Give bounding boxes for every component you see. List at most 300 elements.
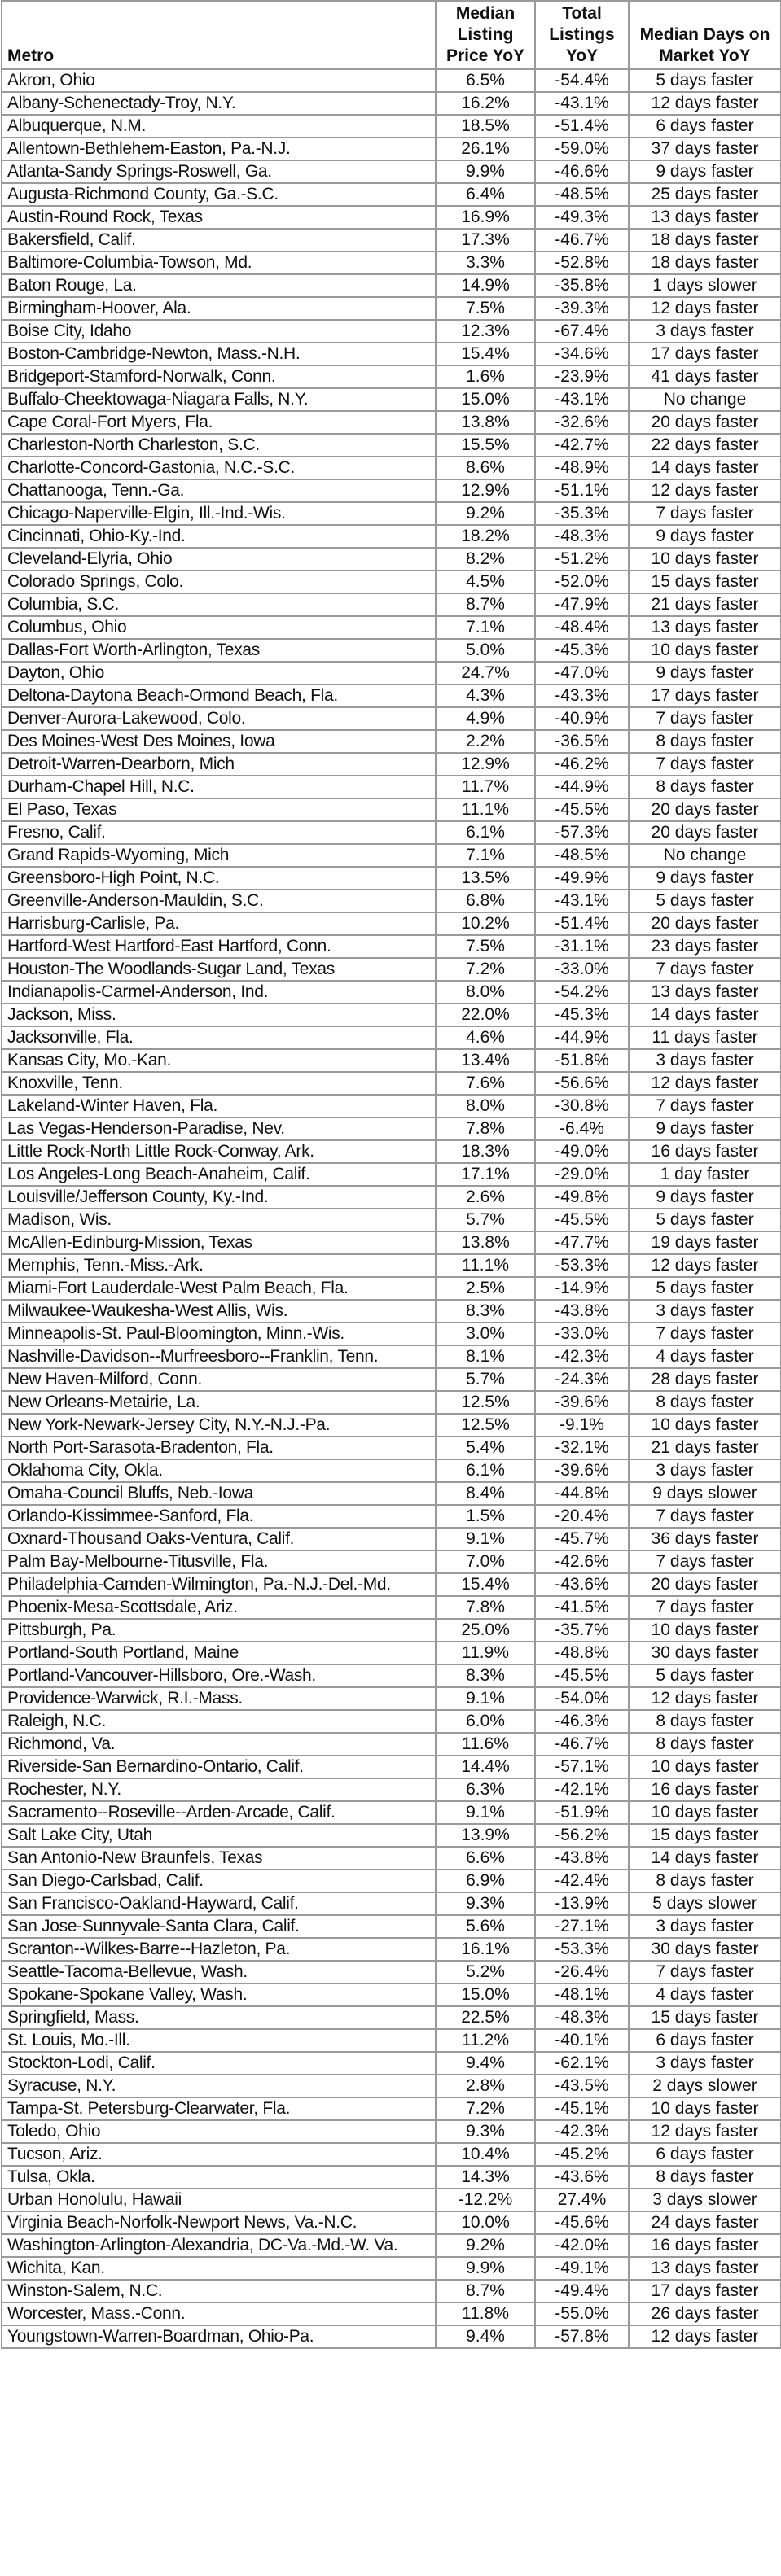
total-listings-cell: -51.2%: [535, 548, 629, 571]
median-listing-price-cell: 12.9%: [436, 753, 535, 776]
median-days-on-market-cell: 15 days faster: [629, 1824, 781, 1847]
table-row: [2, 1026, 781, 1049]
median-listing-price-cell: 9.9%: [436, 160, 535, 183]
total-listings-cell: -26.4%: [535, 1961, 629, 1983]
metro-cell: Greensboro-High Point, N.C.: [2, 867, 436, 890]
total-listings-cell: -51.8%: [535, 1049, 629, 1072]
total-listings-cell: -46.7%: [535, 229, 629, 251]
median-days-on-market-cell: 5 days faster: [629, 890, 781, 912]
median-days-on-market-cell: 5 days faster: [629, 1664, 781, 1687]
median-days-on-market-cell: 16 days faster: [629, 2234, 781, 2257]
metro-cell: Boise City, Idaho: [2, 320, 436, 343]
total-listings-cell: -36.5%: [535, 730, 629, 753]
median-days-on-market-cell: 9 days slower: [629, 1482, 781, 1505]
median-listing-price-cell: 24.7%: [436, 662, 535, 684]
table-row: [2, 730, 781, 753]
median-listing-price-cell: 9.1%: [436, 1801, 535, 1824]
median-listing-price-cell: 14.4%: [436, 1756, 535, 1778]
total-listings-cell: -57.3%: [535, 821, 629, 844]
total-listings-cell: -35.3%: [535, 502, 629, 525]
median-listing-price-cell: 1.5%: [436, 1505, 535, 1528]
median-listing-price-cell: 2.5%: [436, 1277, 535, 1300]
median-days-on-market-cell: 16 days faster: [629, 1778, 781, 1801]
metro-cell: Rochester, N.Y.: [2, 1778, 436, 1801]
table-row: [2, 662, 781, 684]
metro-cell: Little Rock-North Little Rock-Conway, Ark.: [2, 1140, 436, 1163]
total-listings-cell: -43.3%: [535, 684, 629, 707]
metro-cell: Albuquerque, N.M.: [2, 115, 436, 138]
table-row: [2, 2075, 781, 2097]
total-listings-cell: -29.0%: [535, 1163, 629, 1186]
total-listings-cell: -59.0%: [535, 138, 629, 160]
median-days-on-market-cell: 18 days faster: [629, 251, 781, 274]
median-listing-price-cell: 18.2%: [436, 525, 535, 548]
table-row: [2, 251, 781, 274]
median-days-on-market-cell: 3 days faster: [629, 1300, 781, 1323]
table-row: [2, 411, 781, 434]
median-listing-price-cell: 25.0%: [436, 1619, 535, 1642]
median-days-on-market-cell: 26 days faster: [629, 2303, 781, 2325]
median-days-on-market-cell: 17 days faster: [629, 684, 781, 707]
median-days-on-market-cell: 9 days faster: [629, 662, 781, 684]
metro-cell: Charlotte-Concord-Gastonia, N.C.-S.C.: [2, 457, 436, 479]
table-row: [2, 1870, 781, 1892]
total-listings-cell: -13.9%: [535, 1892, 629, 1915]
median-listing-price-cell: 8.0%: [436, 1095, 535, 1117]
median-listing-price-cell: 12.9%: [436, 479, 535, 502]
table-row: [2, 479, 781, 502]
table-row: [2, 2303, 781, 2325]
median-listing-price-cell: 26.1%: [436, 138, 535, 160]
total-listings-cell: -35.7%: [535, 1619, 629, 1642]
table-row: [2, 457, 781, 479]
metro-cell: Oklahoma City, Okla.: [2, 1459, 436, 1482]
metro-cell: Nashville-Davidson--Murfreesboro--Franklin, Tenn.: [2, 1345, 436, 1368]
metro-cell: Detroit-Warren-Dearborn, Mich: [2, 753, 436, 776]
table-row: [2, 1756, 781, 1778]
table-row: [2, 1004, 781, 1026]
metro-cell: Virginia Beach-Norfolk-Newport News, Va.-N.C.: [2, 2211, 436, 2234]
median-listing-price-cell: 11.1%: [436, 1254, 535, 1277]
median-days-on-market-cell: 7 days faster: [629, 502, 781, 525]
metro-cell: Atlanta-Sandy Springs-Roswell, Ga.: [2, 160, 436, 183]
total-listings-cell: -57.8%: [535, 2325, 629, 2348]
metro-cell: Dallas-Fort Worth-Arlington, Texas: [2, 639, 436, 662]
median-listing-price-cell: 15.4%: [436, 1573, 535, 1596]
median-days-on-market-cell: 13 days faster: [629, 2257, 781, 2280]
metro-cell: Jacksonville, Fla.: [2, 1026, 436, 1049]
median-listing-price-cell: 7.5%: [436, 935, 535, 958]
median-listing-price-cell: 5.7%: [436, 1209, 535, 1231]
metro-cell: Las Vegas-Henderson-Paradise, Nev.: [2, 1117, 436, 1140]
median-listing-price-cell: 16.9%: [436, 206, 535, 229]
median-listing-price-cell: 13.4%: [436, 1049, 535, 1072]
total-listings-cell: -41.5%: [535, 1596, 629, 1619]
header-metro: Metro: [2, 1, 436, 69]
table-row: [2, 1391, 781, 1414]
metro-cell: Greenville-Anderson-Mauldin, S.C.: [2, 890, 436, 912]
median-days-on-market-cell: No change: [629, 844, 781, 867]
total-listings-cell: -48.1%: [535, 1983, 629, 2006]
median-days-on-market-cell: 3 days faster: [629, 1049, 781, 1072]
metro-cell: Raleigh, N.C.: [2, 1710, 436, 1733]
median-days-on-market-cell: 1 day faster: [629, 1163, 781, 1186]
table-body: [2, 69, 781, 2348]
total-listings-cell: -44.9%: [535, 776, 629, 798]
total-listings-cell: -52.0%: [535, 571, 629, 593]
table-row: [2, 92, 781, 115]
metro-cell: Bridgeport-Stamford-Norwalk, Conn.: [2, 365, 436, 388]
total-listings-cell: -48.8%: [535, 1642, 629, 1664]
median-days-on-market-cell: 7 days faster: [629, 1596, 781, 1619]
median-days-on-market-cell: 2 days slower: [629, 2075, 781, 2097]
median-listing-price-cell: 7.0%: [436, 1550, 535, 1573]
table-row: [2, 138, 781, 160]
median-listing-price-cell: 16.2%: [436, 92, 535, 115]
table-row: [2, 525, 781, 548]
total-listings-cell: -54.2%: [535, 981, 629, 1004]
total-listings-cell: -6.4%: [535, 1117, 629, 1140]
total-listings-cell: -62.1%: [535, 2052, 629, 2075]
median-days-on-market-cell: 9 days faster: [629, 1186, 781, 1209]
total-listings-cell: -42.6%: [535, 1550, 629, 1573]
median-listing-price-cell: 9.1%: [436, 1687, 535, 1710]
metro-cell: Allentown-Bethlehem-Easton, Pa.-N.J.: [2, 138, 436, 160]
total-listings-cell: -42.1%: [535, 1778, 629, 1801]
table-row: [2, 1186, 781, 1209]
table-row: [2, 1117, 781, 1140]
median-days-on-market-cell: 10 days faster: [629, 1801, 781, 1824]
median-listing-price-cell: 13.8%: [436, 411, 535, 434]
total-listings-cell: -49.4%: [535, 2280, 629, 2303]
median-listing-price-cell: 7.2%: [436, 958, 535, 981]
median-days-on-market-cell: 13 days faster: [629, 981, 781, 1004]
table-row: [2, 1801, 781, 1824]
metro-cell: Houston-The Woodlands-Sugar Land, Texas: [2, 958, 436, 981]
metro-cell: Richmond, Va.: [2, 1733, 436, 1756]
table-row: [2, 1664, 781, 1687]
metro-cell: Fresno, Calif.: [2, 821, 436, 844]
metro-cell: Birmingham-Hoover, Ala.: [2, 297, 436, 320]
metro-cell: Portland-South Portland, Maine: [2, 1642, 436, 1664]
table-row: [2, 1983, 781, 2006]
table-row: [2, 2325, 781, 2348]
median-listing-price-cell: 7.1%: [436, 844, 535, 867]
median-listing-price-cell: 8.6%: [436, 457, 535, 479]
table-row: [2, 2234, 781, 2257]
median-days-on-market-cell: 7 days faster: [629, 1323, 781, 1345]
metro-cell: Colorado Springs, Colo.: [2, 571, 436, 593]
median-listing-price-cell: 6.4%: [436, 183, 535, 206]
metro-cell: Indianapolis-Carmel-Anderson, Ind.: [2, 981, 436, 1004]
table-row: [2, 1938, 781, 1961]
median-days-on-market-cell: 36 days faster: [629, 1528, 781, 1550]
median-days-on-market-cell: 19 days faster: [629, 1231, 781, 1254]
table-row: [2, 912, 781, 935]
table-row: [2, 1254, 781, 1277]
table-row: [2, 958, 781, 981]
median-listing-price-cell: 7.2%: [436, 2097, 535, 2120]
total-listings-cell: -53.3%: [535, 1254, 629, 1277]
metro-cell: Phoenix-Mesa-Scottsdale, Ariz.: [2, 1596, 436, 1619]
metro-cell: Tulsa, Okla.: [2, 2166, 436, 2189]
table-row: [2, 1824, 781, 1847]
median-listing-price-cell: 15.4%: [436, 343, 535, 365]
table-row: [2, 2280, 781, 2303]
median-listing-price-cell: 13.5%: [436, 867, 535, 890]
median-days-on-market-cell: 24 days faster: [629, 2211, 781, 2234]
median-days-on-market-cell: 22 days faster: [629, 434, 781, 457]
total-listings-cell: -67.4%: [535, 320, 629, 343]
total-listings-cell: -9.1%: [535, 1414, 629, 1437]
median-days-on-market-cell: 8 days faster: [629, 1870, 781, 1892]
total-listings-cell: -32.6%: [535, 411, 629, 434]
median-listing-price-cell: 9.3%: [436, 2120, 535, 2143]
metro-cell: Pittsburgh, Pa.: [2, 1619, 436, 1642]
median-listing-price-cell: 7.8%: [436, 1596, 535, 1619]
median-listing-price-cell: 10.2%: [436, 912, 535, 935]
total-listings-cell: -23.9%: [535, 365, 629, 388]
metro-cell: Youngstown-Warren-Boardman, Ohio-Pa.: [2, 2325, 436, 2348]
total-listings-cell: -45.5%: [535, 798, 629, 821]
metro-cell: Albany-Schenectady-Troy, N.Y.: [2, 92, 436, 115]
median-days-on-market-cell: 7 days faster: [629, 1550, 781, 1573]
median-listing-price-cell: 9.2%: [436, 502, 535, 525]
metro-cell: Sacramento--Roseville--Arden-Arcade, Calif.: [2, 1801, 436, 1824]
median-listing-price-cell: 7.8%: [436, 1117, 535, 1140]
total-listings-cell: -31.1%: [535, 935, 629, 958]
table-row: [2, 890, 781, 912]
median-listing-price-cell: 11.2%: [436, 2029, 535, 2052]
median-days-on-market-cell: 9 days faster: [629, 867, 781, 890]
median-listing-price-cell: 9.4%: [436, 2325, 535, 2348]
median-days-on-market-cell: 7 days faster: [629, 958, 781, 981]
table-row: [2, 2120, 781, 2143]
metro-cell: Springfield, Mass.: [2, 2006, 436, 2029]
table-row: [2, 1528, 781, 1550]
table-row: [2, 2006, 781, 2029]
table-row: [2, 206, 781, 229]
median-listing-price-cell: 10.4%: [436, 2143, 535, 2166]
median-days-on-market-cell: 13 days faster: [629, 206, 781, 229]
total-listings-cell: -53.3%: [535, 1938, 629, 1961]
median-days-on-market-cell: 8 days faster: [629, 730, 781, 753]
table-row: [2, 160, 781, 183]
median-listing-price-cell: 17.3%: [436, 229, 535, 251]
metro-cell: San Jose-Sunnyvale-Santa Clara, Calif.: [2, 1915, 436, 1938]
median-days-on-market-cell: 20 days faster: [629, 411, 781, 434]
median-days-on-market-cell: 17 days faster: [629, 2280, 781, 2303]
median-listing-price-cell: 5.4%: [436, 1437, 535, 1459]
metro-cell: Stockton-Lodi, Calif.: [2, 2052, 436, 2075]
total-listings-cell: -33.0%: [535, 1323, 629, 1345]
median-listing-price-cell: 14.3%: [436, 2166, 535, 2189]
median-days-on-market-cell: 8 days faster: [629, 776, 781, 798]
median-days-on-market-cell: 12 days faster: [629, 1254, 781, 1277]
median-listing-price-cell: 3.0%: [436, 1323, 535, 1345]
median-days-on-market-cell: 16 days faster: [629, 1140, 781, 1163]
median-listing-price-cell: 7.5%: [436, 297, 535, 320]
total-listings-cell: -46.3%: [535, 1710, 629, 1733]
median-listing-price-cell: 6.1%: [436, 1459, 535, 1482]
median-days-on-market-cell: 12 days faster: [629, 479, 781, 502]
table-row: [2, 981, 781, 1004]
median-days-on-market-cell: 3 days faster: [629, 1915, 781, 1938]
metro-cell: Baltimore-Columbia-Towson, Md.: [2, 251, 436, 274]
median-listing-price-cell: -12.2%: [436, 2189, 535, 2211]
table-row: [2, 229, 781, 251]
table-row: [2, 867, 781, 890]
median-days-on-market-cell: 3 days slower: [629, 2189, 781, 2211]
table-row: [2, 1847, 781, 1870]
metro-cell: North Port-Sarasota-Bradenton, Fla.: [2, 1437, 436, 1459]
table-row: [2, 2189, 781, 2211]
metro-cell: El Paso, Texas: [2, 798, 436, 821]
metro-cell: New Orleans-Metairie, La.: [2, 1391, 436, 1414]
table-row: [2, 1710, 781, 1733]
table-row: [2, 1072, 781, 1095]
median-days-on-market-cell: 10 days faster: [629, 1756, 781, 1778]
total-listings-cell: -39.3%: [535, 297, 629, 320]
table-row: [2, 1550, 781, 1573]
metro-cell: Cape Coral-Fort Myers, Fla.: [2, 411, 436, 434]
median-days-on-market-cell: 5 days faster: [629, 1209, 781, 1231]
median-days-on-market-cell: 20 days faster: [629, 821, 781, 844]
median-days-on-market-cell: 9 days faster: [629, 1117, 781, 1140]
median-days-on-market-cell: 5 days faster: [629, 1277, 781, 1300]
table-row: [2, 115, 781, 138]
median-days-on-market-cell: 20 days faster: [629, 798, 781, 821]
total-listings-cell: -48.5%: [535, 183, 629, 206]
table-row: [2, 365, 781, 388]
total-listings-cell: -45.1%: [535, 2097, 629, 2120]
table-row: [2, 2211, 781, 2234]
table-row: [2, 1619, 781, 1642]
metro-cell: Harrisburg-Carlisle, Pa.: [2, 912, 436, 935]
median-days-on-market-cell: 12 days faster: [629, 92, 781, 115]
metro-cell: Spokane-Spokane Valley, Wash.: [2, 1983, 436, 2006]
metro-cell: Orlando-Kissimmee-Sanford, Fla.: [2, 1505, 436, 1528]
table-row: [2, 274, 781, 297]
total-listings-cell: -45.2%: [535, 2143, 629, 2166]
table-row: [2, 69, 781, 92]
median-listing-price-cell: 4.9%: [436, 707, 535, 730]
total-listings-cell: -46.2%: [535, 753, 629, 776]
median-listing-price-cell: 2.2%: [436, 730, 535, 753]
table-row: [2, 639, 781, 662]
metro-cell: Madison, Wis.: [2, 1209, 436, 1231]
median-listing-price-cell: 15.0%: [436, 1983, 535, 2006]
metro-cell: Charleston-North Charleston, S.C.: [2, 434, 436, 457]
total-listings-cell: -45.5%: [535, 1209, 629, 1231]
median-listing-price-cell: 6.3%: [436, 1778, 535, 1801]
metro-cell: Chicago-Naperville-Elgin, Ill.-Ind.-Wis.: [2, 502, 436, 525]
total-listings-cell: -43.5%: [535, 2075, 629, 2097]
median-days-on-market-cell: 4 days faster: [629, 1983, 781, 2006]
metro-cell: Wichita, Kan.: [2, 2257, 436, 2280]
metro-cell: Chattanooga, Tenn.-Ga.: [2, 479, 436, 502]
total-listings-cell: -56.6%: [535, 1072, 629, 1095]
table-row: [2, 1915, 781, 1938]
median-listing-price-cell: 12.5%: [436, 1414, 535, 1437]
total-listings-cell: -49.0%: [535, 1140, 629, 1163]
median-days-on-market-cell: 12 days faster: [629, 297, 781, 320]
table-row: [2, 297, 781, 320]
median-listing-price-cell: 13.8%: [436, 1231, 535, 1254]
median-listing-price-cell: 6.5%: [436, 69, 535, 92]
total-listings-cell: -30.8%: [535, 1095, 629, 1117]
median-days-on-market-cell: 10 days faster: [629, 2097, 781, 2120]
median-listing-price-cell: 6.1%: [436, 821, 535, 844]
total-listings-cell: -39.6%: [535, 1391, 629, 1414]
total-listings-cell: -32.1%: [535, 1437, 629, 1459]
table-row: [2, 571, 781, 593]
metro-cell: Lakeland-Winter Haven, Fla.: [2, 1095, 436, 1117]
table-row: [2, 1163, 781, 1186]
metro-cell: Portland-Vancouver-Hillsboro, Ore.-Wash.: [2, 1664, 436, 1687]
header-median-days-on-market-yoy: Median Days on Market YoY: [629, 1, 781, 69]
total-listings-cell: -42.3%: [535, 2120, 629, 2143]
metro-cell: Boston-Cambridge-Newton, Mass.-N.H.: [2, 343, 436, 365]
median-listing-price-cell: 17.1%: [436, 1163, 535, 1186]
median-days-on-market-cell: 6 days faster: [629, 2143, 781, 2166]
metro-cell: McAllen-Edinburg-Mission, Texas: [2, 1231, 436, 1254]
table-row: [2, 1095, 781, 1117]
metro-cell: Grand Rapids-Wyoming, Mich: [2, 844, 436, 867]
median-days-on-market-cell: 37 days faster: [629, 138, 781, 160]
metro-cell: Deltona-Daytona Beach-Ormond Beach, Fla.: [2, 684, 436, 707]
median-listing-price-cell: 9.9%: [436, 2257, 535, 2280]
median-listing-price-cell: 22.0%: [436, 1004, 535, 1026]
median-listing-price-cell: 8.7%: [436, 2280, 535, 2303]
median-listing-price-cell: 7.1%: [436, 616, 535, 639]
median-listing-price-cell: 9.2%: [436, 2234, 535, 2257]
table-row: [2, 2052, 781, 2075]
total-listings-cell: -46.6%: [535, 160, 629, 183]
median-days-on-market-cell: 6 days faster: [629, 2029, 781, 2052]
total-listings-cell: -43.6%: [535, 2166, 629, 2189]
total-listings-cell: -47.7%: [535, 1231, 629, 1254]
metro-cell: Riverside-San Bernardino-Ontario, Calif.: [2, 1756, 436, 1778]
median-days-on-market-cell: 20 days faster: [629, 912, 781, 935]
median-days-on-market-cell: 8 days faster: [629, 1710, 781, 1733]
median-days-on-market-cell: 7 days faster: [629, 1505, 781, 1528]
median-days-on-market-cell: 8 days faster: [629, 1391, 781, 1414]
median-days-on-market-cell: 14 days faster: [629, 1847, 781, 1870]
header-total-listings-yoy: Total Listings YoY: [535, 1, 629, 69]
metro-cell: Washington-Arlington-Alexandria, DC-Va.-Md.-W. Va.: [2, 2234, 436, 2257]
median-listing-price-cell: 8.7%: [436, 593, 535, 616]
median-days-on-market-cell: 10 days faster: [629, 1619, 781, 1642]
median-listing-price-cell: 5.6%: [436, 1915, 535, 1938]
median-days-on-market-cell: 30 days faster: [629, 1938, 781, 1961]
total-listings-cell: -49.1%: [535, 2257, 629, 2280]
median-listing-price-cell: 8.0%: [436, 981, 535, 1004]
metro-cell: Denver-Aurora-Lakewood, Colo.: [2, 707, 436, 730]
median-days-on-market-cell: 14 days faster: [629, 1004, 781, 1026]
median-listing-price-cell: 9.4%: [436, 2052, 535, 2075]
total-listings-cell: 27.4%: [535, 2189, 629, 2211]
median-listing-price-cell: 18.5%: [436, 115, 535, 138]
median-days-on-market-cell: 12 days faster: [629, 2120, 781, 2143]
metro-cell: Toledo, Ohio: [2, 2120, 436, 2143]
median-days-on-market-cell: 10 days faster: [629, 548, 781, 571]
metro-cell: Oxnard-Thousand Oaks-Ventura, Calif.: [2, 1528, 436, 1550]
metro-cell: Austin-Round Rock, Texas: [2, 206, 436, 229]
median-listing-price-cell: 11.7%: [436, 776, 535, 798]
metro-cell: Cincinnati, Ohio-Ky.-Ind.: [2, 525, 436, 548]
median-days-on-market-cell: 9 days faster: [629, 525, 781, 548]
